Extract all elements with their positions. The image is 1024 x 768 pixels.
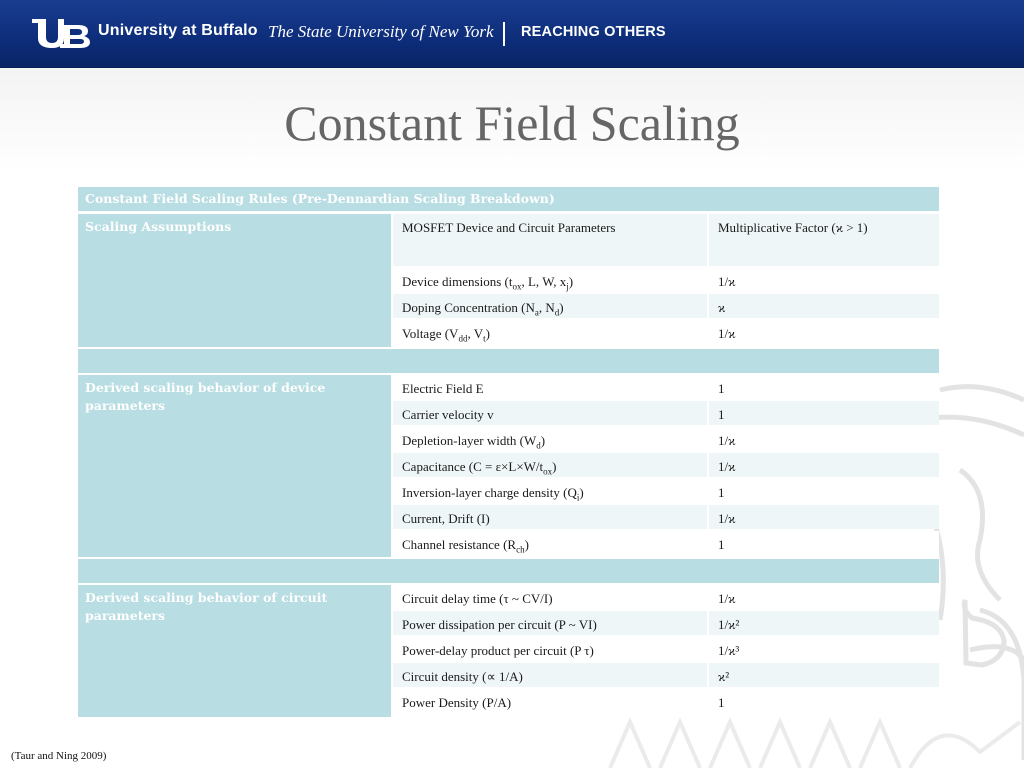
param-cell bbox=[393, 531, 707, 557]
factor-cell: 1/ϰ bbox=[709, 505, 939, 529]
param-subscript: ox bbox=[512, 281, 522, 292]
param-subscript: ch bbox=[516, 544, 525, 555]
factor-cell: ϰ² bbox=[709, 663, 939, 687]
section-spacer bbox=[78, 349, 939, 373]
param-subscript: d bbox=[554, 307, 560, 318]
factor-cell: 1/ϰ bbox=[709, 585, 939, 609]
param-text: Inversion-layer charge density (Q bbox=[402, 485, 577, 500]
param-cell: MOSFET Device and Circuit Parameters bbox=[393, 214, 707, 266]
factor-cell: 1/ϰ² bbox=[709, 611, 939, 635]
param-text: Channel resistance (R bbox=[402, 537, 517, 552]
param-text: , L, W, x bbox=[521, 274, 567, 289]
param-cell: Electric Field E bbox=[393, 375, 707, 399]
param-subscript: t bbox=[483, 333, 486, 344]
param-cell bbox=[393, 453, 707, 477]
param-text: ) bbox=[579, 485, 584, 500]
param-cell: Carrier velocity v bbox=[393, 401, 707, 425]
param-text: , N bbox=[538, 300, 555, 315]
factor-cell: Multiplicative Factor (ϰ > 1) bbox=[709, 214, 939, 266]
brand-subtitle: The State University of New York bbox=[268, 22, 494, 41]
pattern-watermark-icon bbox=[600, 712, 1024, 768]
factor-cell: 1/ϰ bbox=[709, 453, 939, 477]
section-spacer bbox=[78, 559, 939, 583]
factor-cell: 1/ϰ bbox=[709, 268, 939, 292]
param-cell: Power dissipation per circuit (P ~ VI) bbox=[393, 611, 707, 635]
factor-cell: 1 bbox=[709, 375, 939, 399]
param-subscript: j bbox=[566, 281, 569, 292]
param-cell bbox=[393, 268, 707, 292]
factor-cell: 1 bbox=[709, 401, 939, 425]
factor-cell: 1/ϰ bbox=[709, 320, 939, 347]
brand-name: University at Buffalo bbox=[98, 22, 258, 39]
param-cell bbox=[393, 320, 707, 347]
param-cell: Power-delay product per circuit (P τ) bbox=[393, 637, 707, 661]
slide-title: Constant Field Scaling bbox=[284, 95, 740, 151]
factor-cell: 1 bbox=[709, 531, 939, 557]
param-text: ) bbox=[524, 537, 529, 552]
param-subscript: ox bbox=[543, 466, 553, 477]
param-subscript: d bbox=[536, 440, 541, 451]
param-subscript: a bbox=[534, 307, 539, 318]
param-cell: Power Density (P/A) bbox=[393, 689, 707, 717]
scaling-table bbox=[78, 187, 939, 717]
param-text: Doping Concentration (N bbox=[402, 300, 535, 315]
param-text: ) bbox=[559, 300, 564, 315]
citation: (Taur and Ning 2009) bbox=[11, 750, 107, 762]
table-caption: Constant Field Scaling Rules (Pre-Dennardian Scaling Breakdown) bbox=[78, 187, 939, 211]
ub-logo-icon bbox=[30, 17, 92, 49]
section-label-scaling-assumptions: Scaling Assumptions bbox=[78, 214, 391, 347]
brand-tagline: REACHING OTHERS bbox=[521, 24, 666, 40]
section-label-device-parameters: Derived scaling behavior of device parameters bbox=[78, 375, 391, 557]
param-text: ) bbox=[485, 326, 490, 341]
param-cell bbox=[393, 294, 707, 318]
brand-separator bbox=[503, 22, 505, 46]
param-text: Depletion-layer width (W bbox=[402, 433, 537, 448]
param-cell: Current, Drift (I) bbox=[393, 505, 707, 529]
param-cell bbox=[393, 479, 707, 503]
param-cell bbox=[393, 427, 707, 451]
param-text: Capacitance (C = ε×L×W/t bbox=[402, 459, 544, 474]
param-text: Voltage (V bbox=[402, 326, 459, 341]
param-text: ) bbox=[540, 433, 546, 448]
factor-cell: 1 bbox=[709, 689, 939, 717]
factor-cell: 1 bbox=[709, 479, 939, 503]
header-banner bbox=[0, 0, 1024, 68]
param-text: ) bbox=[568, 274, 574, 289]
factor-cell: 1/ϰ³ bbox=[709, 637, 939, 661]
param-text: ) bbox=[552, 459, 557, 474]
param-cell: Circuit density (∝ 1/A) bbox=[393, 663, 707, 687]
factor-cell: ϰ bbox=[709, 294, 939, 318]
factor-cell: 1/ϰ bbox=[709, 427, 939, 451]
param-subscript: i bbox=[576, 492, 580, 503]
section-label-circuit-parameters: Derived scaling behavior of circuit parameters bbox=[78, 585, 391, 717]
param-subscript: dd bbox=[458, 333, 468, 344]
param-text: , V bbox=[467, 326, 484, 341]
param-cell: Circuit delay time (τ ~ CV/I) bbox=[393, 585, 707, 609]
param-text: Device dimensions (t bbox=[402, 274, 513, 289]
